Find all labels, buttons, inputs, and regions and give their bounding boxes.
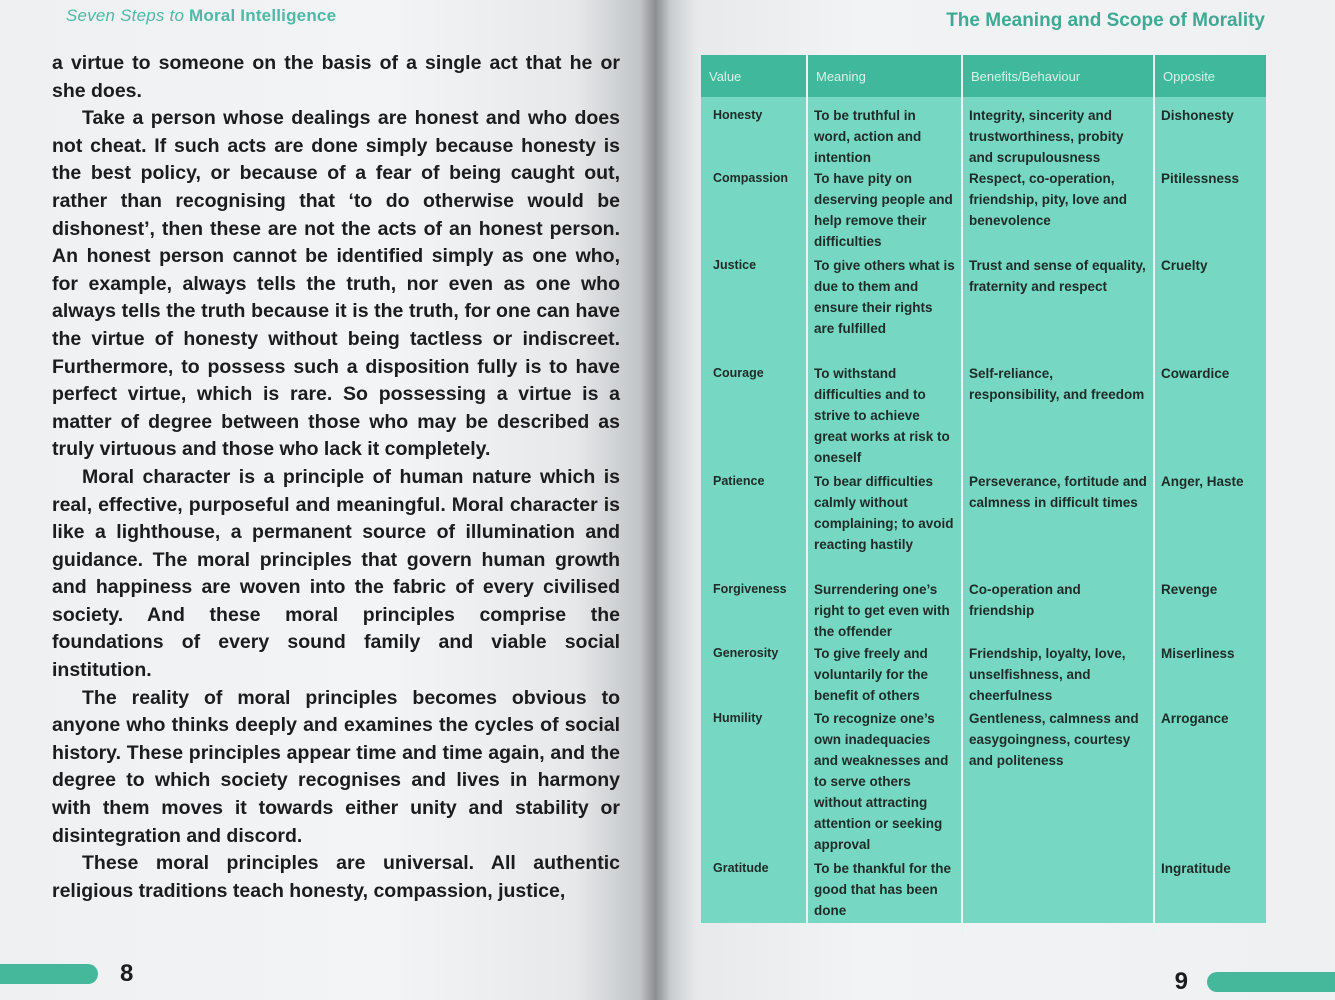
cell-meaning: To recognize one’s own inadequacies and weaknesses and to serve others without attracting attention or seeking approval [807, 708, 962, 858]
cell-benefits: Co-operation and friendship [962, 579, 1154, 643]
paragraph: The reality of moral principles becomes obvious to anyone who thinks deeply and examines the cycles of social history. These principles appear time and time again, and the degree to which society recognises and lives in harmony with them moves it towards either unity and stability or disintegration and discord. [52, 686, 620, 847]
cell-opposite: Arrogance [1161, 711, 1229, 726]
cell-value: Patience [701, 471, 807, 579]
cell-benefits: Trust and sense of equality, fraternity and respect [962, 255, 1154, 363]
table-row [701, 97, 1266, 168]
cell-benefits: Integrity, sincerity and trustworthiness, probity and scrupulousness [962, 97, 1154, 168]
cell-opposite: Cruelty [1161, 258, 1208, 273]
page-number-right: 9 [1174, 968, 1188, 995]
paragraph: a virtue to someone on the basis of a single act that he or she does. [52, 52, 620, 102]
table-row [701, 643, 1266, 708]
cell-meaning: To be thankful for the good that has been done [807, 858, 962, 934]
cell-value: Humility [701, 708, 807, 858]
table-row [701, 168, 1266, 255]
cell-opposite: Anger, Haste [1161, 474, 1244, 489]
running-head-left-bold: Moral Intelligence [189, 6, 337, 25]
paragraph: Moral character is a principle of human nature which is real, effective, purposeful and meaningful. Moral character is like a lighthouse, a permanent source of illumination and guidance. The moral principles that govern human growth and happiness are woven into the fabric of every civilised society. And these moral principles comprise the foundations of every sound family and viable social institution. [52, 465, 620, 682]
cell-benefits: Perseverance, fortitude and calmness in difficult times [962, 471, 1154, 579]
cell-value: Justice [701, 255, 807, 363]
cell-meaning: Surrendering one’s right to get even with the offender [807, 579, 962, 643]
running-head-left-light: Seven Steps to [66, 6, 185, 25]
header-opposite: Opposite [1154, 55, 1266, 97]
paragraph: Take a person whose dealings are honest and who does not cheat. If such acts are done simply because honesty is the best policy, or because of a fear of being caught out, rather than recognising that ‘to do otherwise would be dishonest’, then these are not the acts of an honest person. An honest person cannot be identified simply as one who, for example, always tells the truth, nor even as one who always tells the truth because it is the truth, for one can have the virtue of honesty without being tactless or indiscreet. Furthermore, to possess such a disposition fully is to have perfect virtue, which is rare. So possessing a virtue is a matter of degree between those who may be described as truly virtuous and those who lack it completely. [52, 107, 620, 461]
cell-benefits: Friendship, loyalty, love, unselfishness, and cheerfulness [962, 643, 1154, 708]
cell-opposite: Revenge [1161, 582, 1218, 597]
table-row [701, 708, 1266, 858]
page-number-left: 8 [120, 960, 134, 987]
running-head-left [66, 6, 336, 26]
header-benefits: Benefits/Behaviour [962, 55, 1154, 97]
cell-benefits: Self-reliance, responsibility, and freedom [962, 363, 1154, 471]
cell-value: Gratitude [701, 858, 807, 934]
cell-opposite: Cowardice [1161, 366, 1230, 381]
left-page [0, 0, 655, 1000]
values-table [701, 55, 1266, 923]
cell-value: Compassion [701, 168, 807, 255]
cell-meaning: To have pity on deserving people and help remove their difficulties [807, 168, 962, 255]
body-text [52, 50, 620, 905]
cell-meaning: To bear difficulties calmly without complaining; to avoid reacting hastily [807, 471, 962, 579]
folio-bar-right [1207, 972, 1335, 992]
cell-benefits [962, 858, 1154, 934]
cell-meaning: To give others what is due to them and ensure their rights are fulfilled [807, 255, 962, 363]
cell-meaning: To give freely and voluntarily for the benefit of others [807, 643, 962, 708]
header-meaning: Meaning [807, 55, 962, 97]
cell-value: Courage [701, 363, 807, 471]
cell-value: Honesty [701, 97, 807, 168]
book-gutter [640, 0, 670, 1000]
cell-opposite: Ingratitude [1161, 861, 1231, 876]
table-row [701, 579, 1266, 643]
cell-opposite: Pitilessness [1161, 171, 1240, 186]
cell-benefits: Gentleness, calmness and easygoingness, courtesy and politeness [962, 708, 1154, 858]
cell-value: Generosity [701, 643, 807, 708]
table-row [701, 363, 1266, 471]
cell-opposite: Miserliness [1161, 646, 1235, 661]
cell-meaning: To be truthful in word, action and intention [807, 97, 962, 168]
header-value: Value [701, 55, 807, 97]
right-page [655, 0, 1335, 1000]
table-header-row [701, 55, 1266, 97]
table-row [701, 255, 1266, 363]
cell-benefits: Respect, co-operation, friendship, pity, love and benevolence [962, 168, 1154, 255]
paragraph: These moral principles are universal. All authentic religious traditions teach honesty, compassion, justice, [52, 852, 620, 902]
running-head-right: The Meaning and Scope of Morality [946, 10, 1265, 31]
table-row [701, 858, 1266, 934]
folio-bar-left [0, 964, 98, 984]
cell-value: Forgiveness [701, 579, 807, 643]
table-row [701, 471, 1266, 579]
cell-opposite: Dishonesty [1161, 108, 1234, 123]
cell-meaning: To withstand difficulties and to strive to achieve great works at risk to oneself [807, 363, 962, 471]
